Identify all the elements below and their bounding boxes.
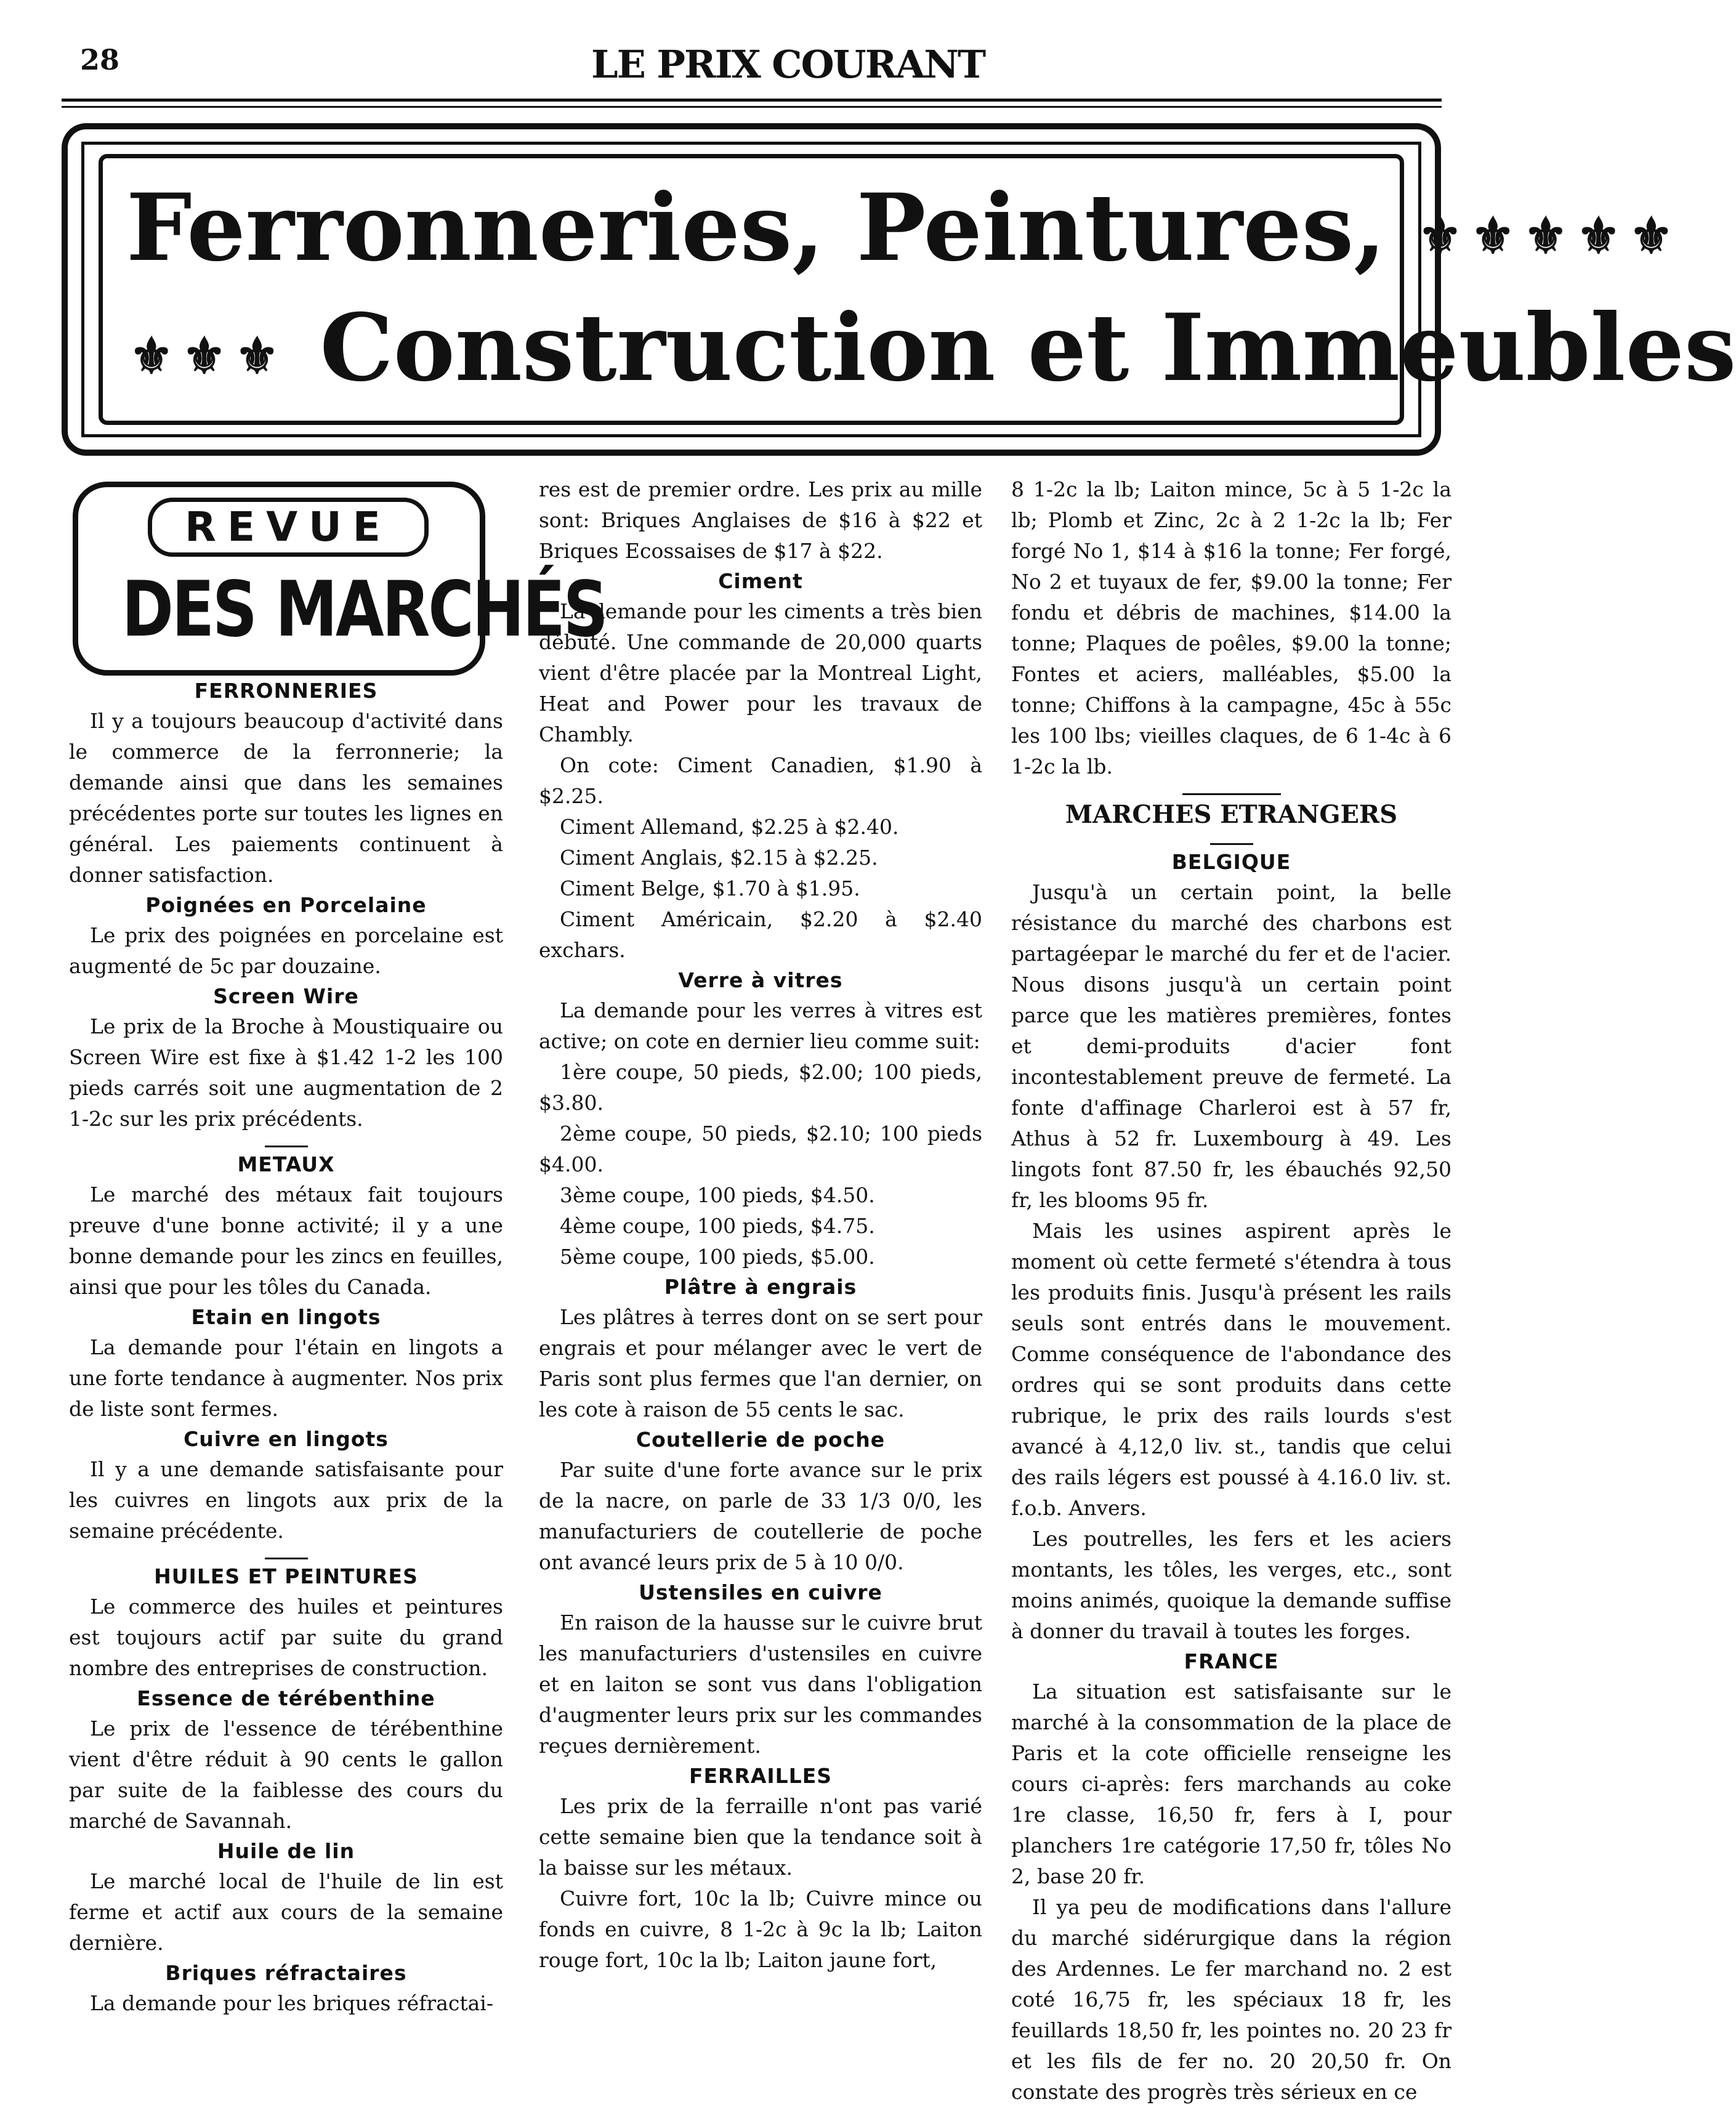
section-heading: Briques réfractaires	[165, 1961, 407, 1985]
section-heading: MARCHES ETRANGERS	[1065, 800, 1398, 829]
header-rule	[62, 99, 1442, 102]
paragraph: On cote: Ciment Canadien, $1.90 à $2.25.	[539, 753, 982, 808]
divider	[1210, 843, 1253, 845]
paragraph: 8 1-2c la lb; Laiton mince, 5c à 5 1-2c la lb; Plomb et Zinc, 2c à 2 1-2c la lb; Fer forgé No 1, $14 à $16 la tonne; Fer forgé, No 2 et tuyaux de fer, $9.00 la tonne; Fer fondu et débris de machines, $14.00 la tonne; Plaques de poêles, $9.00 la tonne; Fontes et aciers, malléables, $5.00 la tonne; Chiffons à la campagne, 45c à 55c les 100 lbs; vieilles claques, de 6 1-4c à 6 1-2c la lb.	[1011, 477, 1451, 778]
paragraph: Il y a toujours beaucoup d'activité dans le commerce de la ferronnerie; la demande ainsi que dans les semaines précédentes porte sur toutes les lignes en général. Les paiements continuent à donner satisfaction.	[69, 709, 503, 887]
paragraph: Les plâtres à terres dont on se sert pour engrais et pour mélanger avec le vert de Paris sont plus fermes que l'an dernier, on les cote à raison de 55 cents le sac.	[539, 1305, 982, 1421]
column-1	[69, 676, 503, 2019]
divider	[265, 1146, 308, 1147]
paragraph: La demande pour les ciments a très bien débuté. Une commande de 20,000 quarts vient d'être placée par la Montreal Light, Heat and Power pour les travaux de Chambly.	[539, 599, 982, 746]
divider	[1182, 793, 1281, 795]
paragraph: 1ère coupe, 50 pieds, $2.00; 100 pieds, $3.80.	[539, 1060, 982, 1115]
paragraph: Le prix de la Broche à Moustiquaire ou Screen Wire est fixe à $1.42 1-2 les 100 pieds carrés soit une augmentation de 2 1-2c sur les prix précédents.	[69, 1014, 503, 1131]
paragraph: res est de premier ordre. Les prix au mille sont: Briques Anglaises de $16 à $22 et Briques Ecossaises de $17 à $22.	[539, 477, 982, 563]
banner-title-line1	[126, 176, 1682, 288]
section-heading: BELGIQUE	[1171, 850, 1291, 874]
paragraph: La demande pour les verres à vitres est active; on cote en dernier lieu comme suit:	[539, 998, 982, 1053]
masthead-logo: LE PRIX COURANT	[591, 42, 985, 87]
section-heading: Poignées en Porcelaine	[145, 893, 427, 917]
section-heading: Etain en lingots	[191, 1305, 381, 1329]
section-heading: Ustensiles en cuivre	[639, 1580, 882, 1604]
divider	[265, 1558, 308, 1559]
section-heading: Huile de lin	[217, 1839, 355, 1863]
section-heading: HUILES ET PEINTURES	[154, 1564, 418, 1588]
section-heading: Ciment	[718, 569, 803, 593]
paragraph: Le prix de l'essence de térébenthine vient d'être réduit à 90 cents le gallon par suite de la faiblesse des cours du marché de Savannah.	[69, 1716, 503, 1833]
page-number: 28	[80, 43, 120, 76]
paragraph: Ciment Anglais, $2.15 à $2.25.	[560, 846, 878, 870]
paragraph: Cuivre fort, 10c la lb; Cuivre mince ou fonds en cuivre, 8 1-2c à 9c la lb; Laiton rouge fort, 10c la lb; Laiton jaune fort,	[539, 1886, 982, 1972]
paragraph: 3ème coupe, 100 pieds, $4.50.	[560, 1183, 875, 1207]
paragraph: Le prix des poignées en porcelaine est augmenté de 5c par douzaine.	[69, 923, 503, 978]
section-heading: FERRONNERIES	[194, 679, 378, 703]
paragraph: Mais les usines aspirent après le moment où cette fermeté s'étendra à tous les produits finis. Jusqu'à présent les rails seuls sont entrés dans le mouvement. Comme conséquence de l'abondance des ordres qui se sont produits dans cette rubrique, le prix des rails lourds s'est avancé à 4,12,0 liv. st., tandis que celui des rails légers est poussé à 4.16.0 liv. st. f.o.b. Anvers.	[1011, 1219, 1451, 1520]
des-marches-label: DES MARCHÉS	[121, 565, 607, 654]
banner-title-line2	[129, 296, 1736, 408]
paragraph: Il ya peu de modifications dans l'allure du marché sidérurgique dans la région des Ardennes. Le fer marchand no. 2 est coté 16,75 fr, les spéciaux 18 fr, les feuillards 18,50 fr, les pointes no. 20 23 fr et les fils de fer no. 20 20,50 fr. On constate des progrès très sérieux en ce	[1011, 1895, 1451, 2104]
paragraph: Les prix de la ferraille n'ont pas varié cette semaine bien que la tendance soit à la baisse sur les métaux.	[539, 1794, 982, 1880]
paragraph: La situation est satisfaisante sur le marché à la consommation de la place de Paris et la cote officielle renseigne les cours ci-après: fers marchands au coke 1re classe, 16,50 fr, fers à I, pour planchers 1re catégorie 17,50 fr, tôles No 2, base 20 fr.	[1011, 1679, 1451, 1888]
paragraph: 4ème coupe, 100 pieds, $4.75.	[560, 1214, 875, 1238]
section-heading: Essence de térébenthine	[137, 1686, 435, 1710]
paragraph: La demande pour l'étain en lingots a une forte tendance à augmenter. Nos prix de liste sont fermes.	[69, 1335, 503, 1421]
paragraph: Ciment Allemand, $2.25 à $2.40.	[560, 815, 899, 839]
column-2	[539, 474, 982, 1976]
paragraph: Jusqu'à un certain point, la belle résistance du marché des charbons est partagéepar le marché du fer et de l'acier. Nous disons jusqu'à un certain point parce que les matières premières, fontes et demi-produits d'acier font incontestablement preuve de fermeté. La fonte d'affinage Charleroi est à 57 fr, Athus à 52 fr. Luxembourg à 49. Les lingots font 87.50 fr, les ébauchés 92,50 fr, les blooms 95 fr.	[1011, 880, 1451, 1212]
section-heading: METAUX	[237, 1152, 335, 1176]
section-heading: Verre à vitres	[678, 968, 843, 992]
paragraph: En raison de la hausse sur le cuivre brut les manufacturiers d'ustensiles en cuivre et en laiton se sont vus dans l'obligation d'augmenter leurs prix sur les commandes reçues dernièrement.	[539, 1611, 982, 1758]
column-3	[1011, 474, 1451, 2108]
paragraph: Les poutrelles, les fers et les aciers montants, les tôles, les verges, etc., sont moins animés, quoique la demande suffise à donner du travail à toutes les forges.	[1011, 1527, 1451, 1643]
paragraph: Le commerce des huiles et peintures est toujours actif par suite du grand nombre des entreprises de construction.	[69, 1594, 503, 1680]
revue-label: REVUE	[148, 498, 429, 557]
paragraph: Il y a une demande satisfaisante pour les cuivres en lingots aux prix de la semaine précédente.	[69, 1457, 503, 1543]
fleur-de-lis-icon: ⚜⚜⚜	[129, 327, 288, 386]
paragraph: Le marché local de l'huile de lin est ferme et actif aux cours de la semaine dernière.	[69, 1869, 503, 1955]
fleur-de-lis-icon: ⚜⚜⚜⚜⚜	[1418, 207, 1682, 265]
paragraph: Le marché des métaux fait toujours preuve d'une bonne activité; il y a une bonne demande pour les zincs en feuilles, ainsi que pour les tôles du Canada.	[69, 1182, 503, 1299]
banner-text-2: Construction et Immeubles	[320, 294, 1736, 402]
banner-text-1: Ferronneries, Peintures,	[126, 174, 1386, 282]
paragraph: 2ème coupe, 50 pieds, $2.10; 100 pieds $4.00.	[539, 1122, 982, 1176]
section-heading: FRANCE	[1184, 1649, 1279, 1673]
section-heading: Coutellerie de poche	[636, 1428, 886, 1452]
paragraph: 5ème coupe, 100 pieds, $5.00.	[560, 1245, 875, 1269]
section-heading: Plâtre à engrais	[664, 1275, 857, 1299]
paragraph: La demande pour les briques réfractai-	[90, 1991, 493, 2015]
section-heading: FERRAILLES	[688, 1764, 833, 1788]
paragraph: Ciment Américain, $2.20 à $2.40 exchars.	[539, 907, 982, 962]
paragraph: Par suite d'une forte avance sur le prix de la nacre, on parle de 33 1/3 0/0, les manufacturiers de coutellerie de poche ont avancé leurs prix de 5 à 10 0/0.	[539, 1458, 982, 1574]
paragraph: Ciment Belge, $1.70 à $1.95.	[560, 876, 860, 900]
header-rule-thin	[62, 106, 1442, 108]
section-heading: Cuivre en lingots	[184, 1427, 389, 1451]
section-heading: Screen Wire	[213, 984, 359, 1008]
